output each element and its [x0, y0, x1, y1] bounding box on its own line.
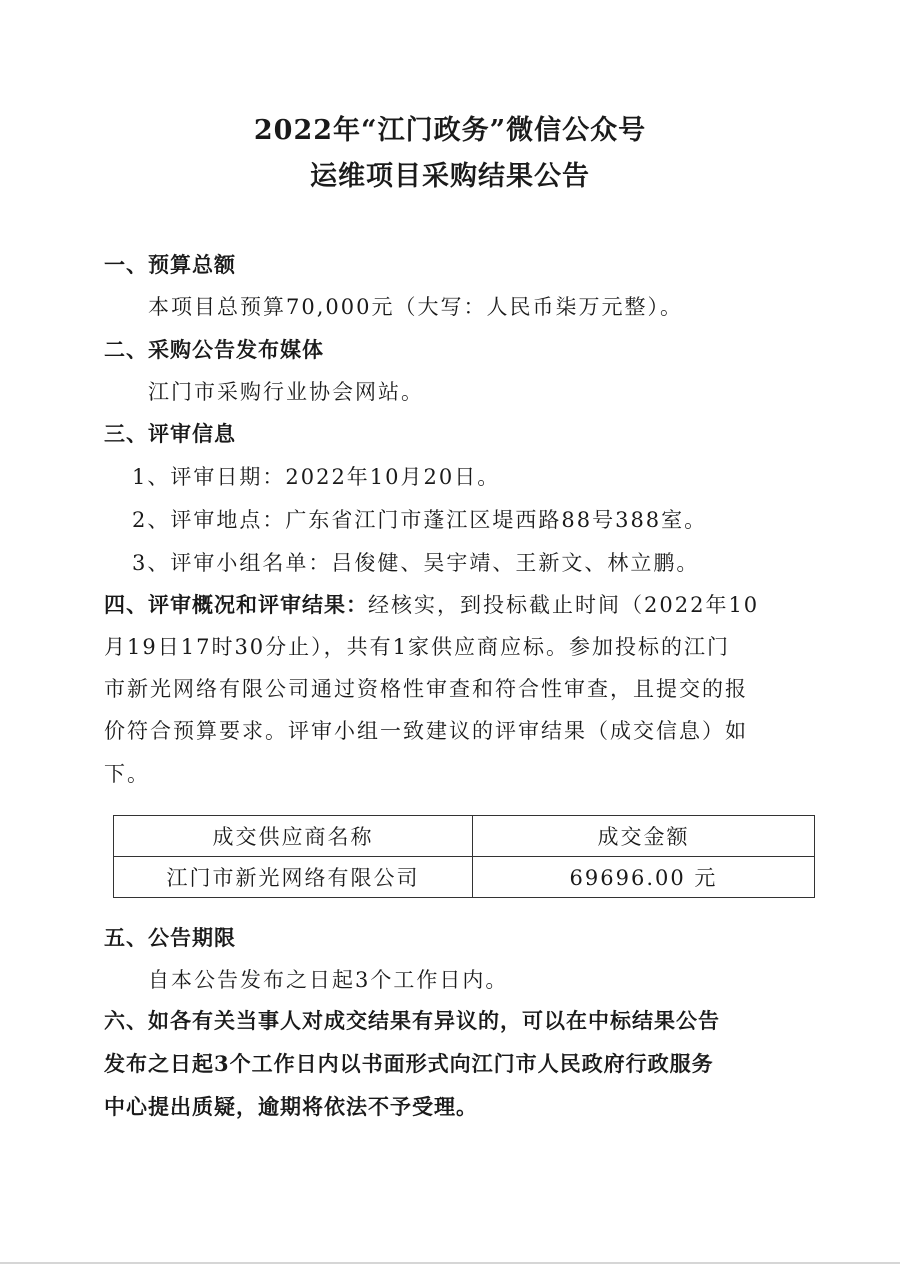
section1-heading: 一、预算总额 — [104, 252, 236, 277]
cell-supplier: 江门市新光网络有限公司 — [114, 857, 473, 898]
section4-line2: 月19日17时30分止），共有1家供应商应标。参加投标的江门 — [104, 635, 731, 659]
section4-line4: 价符合预算要求。评审小组一致建议的评审结果（成交信息）如 — [104, 719, 748, 743]
section4-heading: 四、评审概况和评审结果： — [104, 592, 368, 617]
section6-line1: 六、如各有关当事人对成交结果有异议的，可以在中标结果公告 — [104, 1008, 720, 1033]
table-row — [114, 857, 815, 898]
section3-heading: 三、评审信息 — [104, 421, 236, 446]
document-title-line1: 2022年“江门政务”微信公众号 — [253, 115, 647, 146]
section4-line1 — [104, 589, 804, 619]
media-text: 江门市采购行业协会网站。 — [148, 380, 424, 404]
section4-line5: 下。 — [104, 762, 150, 786]
result-table — [113, 815, 815, 898]
section5-heading: 五、公告期限 — [104, 925, 236, 950]
budget-text: 本项目总预算70,000元（大写：人民币柒万元整）。 — [148, 295, 683, 319]
table-header-row — [114, 816, 815, 857]
scan-edge-divider — [0, 1262, 900, 1264]
header-amount: 成交金额 — [473, 816, 815, 857]
review-panel: 3、评审小组名单：吕俊健、吴宇靖、王新文、林立鹏。 — [132, 551, 700, 575]
section6-line2: 发布之日起3个工作日内以书面形式向江门市人民政府行政服务 — [104, 1051, 714, 1076]
period-text: 自本公告发布之日起3个工作日内。 — [148, 968, 509, 992]
cell-amount: 69696.00 元 — [473, 857, 815, 898]
section2-heading: 二、采购公告发布媒体 — [104, 337, 324, 362]
review-place: 2、评审地点：广东省江门市蓬江区堤西路88号388室。 — [132, 508, 708, 532]
header-supplier: 成交供应商名称 — [114, 816, 473, 857]
section4-line3: 市新光网络有限公司通过资格性审查和符合性审查，且提交的报 — [104, 677, 748, 701]
document-title-line2: 运维项目采购结果公告 — [310, 161, 590, 192]
section6-line3: 中心提出质疑，逾期将依法不予受理。 — [104, 1094, 478, 1119]
section4-text: 经核实，到投标截止时间（2022年10 — [368, 593, 760, 617]
review-date: 1、评审日期：2022年10月20日。 — [132, 465, 501, 489]
